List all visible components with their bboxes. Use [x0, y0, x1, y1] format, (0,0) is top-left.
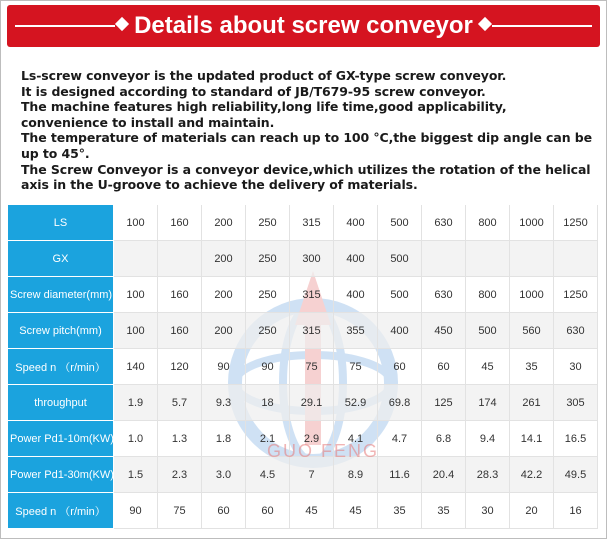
banner-right-line [492, 25, 592, 27]
table-cell: 630 [422, 277, 466, 313]
intro-text [21, 68, 596, 193]
table-cell: 400 [334, 241, 378, 277]
intro-line: It is designed according to standard of JB/T679-95 screw conveyor. [21, 83, 486, 99]
table-cell: 200 [202, 313, 246, 349]
table-row [8, 277, 598, 313]
table-cell: 75 [290, 349, 334, 385]
table-cell: 630 [554, 313, 598, 349]
table-cell: 800 [466, 277, 510, 313]
row-label: Screw pitch(mm) [8, 313, 114, 349]
table-cell: 3.0 [202, 457, 246, 493]
table-cell: 160 [158, 313, 202, 349]
row-label: throughput [8, 385, 114, 421]
table-cell: 2.3 [158, 457, 202, 493]
table-cell: 250 [246, 277, 290, 313]
table-cell: 60 [246, 493, 290, 529]
table-cell: 60 [422, 349, 466, 385]
table-cell: 8.9 [334, 457, 378, 493]
table-cell: 2.9 [290, 421, 334, 457]
table-cell: 100 [114, 277, 158, 313]
table-cell: 1.0 [114, 421, 158, 457]
table-cell: 4.1 [334, 421, 378, 457]
table-cell: 125 [422, 385, 466, 421]
table-cell: 18 [246, 385, 290, 421]
table-cell: 60 [202, 493, 246, 529]
spec-table-wrap [8, 205, 598, 524]
table-cell: 500 [378, 205, 422, 241]
table-cell: 90 [202, 349, 246, 385]
table-cell: 75 [334, 349, 378, 385]
table-cell: 400 [378, 313, 422, 349]
table-cell: 4.5 [246, 457, 290, 493]
table-cell [466, 241, 510, 277]
row-label: Power Pd1-30m(KW) [8, 457, 114, 493]
row-label: Speed n （r/min） [8, 493, 114, 529]
table-row [8, 205, 598, 241]
table-cell: 315 [290, 205, 334, 241]
row-label: Power Pd1-10m(KW) [8, 421, 114, 457]
table-cell: 315 [290, 313, 334, 349]
table-cell: 75 [158, 493, 202, 529]
table-cell: 4.7 [378, 421, 422, 457]
intro-line: The Screw Conveyor is a conveyor device,which utilizes the rotation of the helical axis in the U-groove to achieve the delivery of materials. [21, 161, 591, 193]
table-cell: 355 [334, 313, 378, 349]
table-cell: 1250 [554, 277, 598, 313]
table-cell: 140 [114, 349, 158, 385]
table-cell: 500 [378, 241, 422, 277]
row-label: Speed n （r/min） [8, 349, 114, 385]
table-cell: 305 [554, 385, 598, 421]
table-cell: 45 [334, 493, 378, 529]
table-cell: 250 [246, 241, 290, 277]
table-cell: 200 [202, 205, 246, 241]
intro-line: The machine features high reliability,long life time,good applicability, convenience to install and maintain. [21, 99, 507, 130]
table-cell: 11.6 [378, 457, 422, 493]
table-cell: 49.5 [554, 457, 598, 493]
table-cell: 1.5 [114, 457, 158, 493]
table-cell: 29.1 [290, 385, 334, 421]
table-cell: 20 [510, 493, 554, 529]
intro-line: The temperature of materials can reach up to 100 °C,the biggest dip angle can be up to 45°. [21, 130, 592, 161]
table-cell: 16.5 [554, 421, 598, 457]
table-cell: 35 [378, 493, 422, 529]
table-cell: 100 [114, 313, 158, 349]
table-cell: 90 [246, 349, 290, 385]
table-cell: 20.4 [422, 457, 466, 493]
table-cell: 300 [290, 241, 334, 277]
table-cell: 42.2 [510, 457, 554, 493]
row-label: LS [8, 205, 114, 241]
table-cell: 5.7 [158, 385, 202, 421]
table-cell: 45 [466, 349, 510, 385]
table-cell: 100 [114, 205, 158, 241]
row-label: GX [8, 241, 114, 277]
table-cell: 16 [554, 493, 598, 529]
table-cell: 160 [158, 205, 202, 241]
table-cell: 1.9 [114, 385, 158, 421]
table-cell: 28.3 [466, 457, 510, 493]
table-cell [114, 241, 158, 277]
table-cell: 400 [334, 277, 378, 313]
table-row [8, 349, 598, 385]
table-cell: 160 [158, 277, 202, 313]
table-cell: 6.8 [422, 421, 466, 457]
table-cell: 9.4 [466, 421, 510, 457]
table-cell: 200 [202, 241, 246, 277]
table-row [8, 313, 598, 349]
table-cell: 45 [290, 493, 334, 529]
table-cell: 1.3 [158, 421, 202, 457]
table-cell [422, 241, 466, 277]
table-cell: 315 [290, 277, 334, 313]
watermark-text: GUO FENG [266, 441, 379, 461]
table-cell: 800 [466, 205, 510, 241]
table-cell: 1000 [510, 205, 554, 241]
table-row [8, 385, 598, 421]
table-cell: 400 [334, 205, 378, 241]
table-cell: 9.3 [202, 385, 246, 421]
table-cell: 60 [378, 349, 422, 385]
table-cell: 1000 [510, 277, 554, 313]
table-cell: 35 [510, 349, 554, 385]
table-cell: 200 [202, 277, 246, 313]
table-cell: 261 [510, 385, 554, 421]
table-cell [510, 241, 554, 277]
table-cell: 250 [246, 205, 290, 241]
table-cell: 90 [114, 493, 158, 529]
table-row [8, 457, 598, 493]
table-cell [554, 241, 598, 277]
table-cell: 174 [466, 385, 510, 421]
table-cell: 630 [422, 205, 466, 241]
table-cell [158, 241, 202, 277]
table-cell: 2.1 [246, 421, 290, 457]
intro-line: Ls-screw conveyor is the updated product of GX-type screw conveyor. [21, 68, 507, 83]
title-banner [7, 5, 600, 47]
table-cell: 30 [554, 349, 598, 385]
table-cell: 7 [290, 457, 334, 493]
table-cell: 500 [378, 277, 422, 313]
table-cell: 14.1 [510, 421, 554, 457]
table-cell: 500 [466, 313, 510, 349]
table-cell: 52.9 [334, 385, 378, 421]
table-cell: 120 [158, 349, 202, 385]
table-row [8, 241, 598, 277]
row-label: Screw diameter(mm) [8, 277, 114, 313]
table-cell: 1.8 [202, 421, 246, 457]
banner-title: Details about screw conveyor [134, 12, 473, 39]
table-cell: 560 [510, 313, 554, 349]
table-cell: 30 [466, 493, 510, 529]
table-cell: 35 [422, 493, 466, 529]
table-row [8, 493, 598, 529]
table-cell: 450 [422, 313, 466, 349]
spec-table [8, 205, 598, 529]
table-cell: 250 [246, 313, 290, 349]
table-cell: 1250 [554, 205, 598, 241]
table-cell: 69.8 [378, 385, 422, 421]
